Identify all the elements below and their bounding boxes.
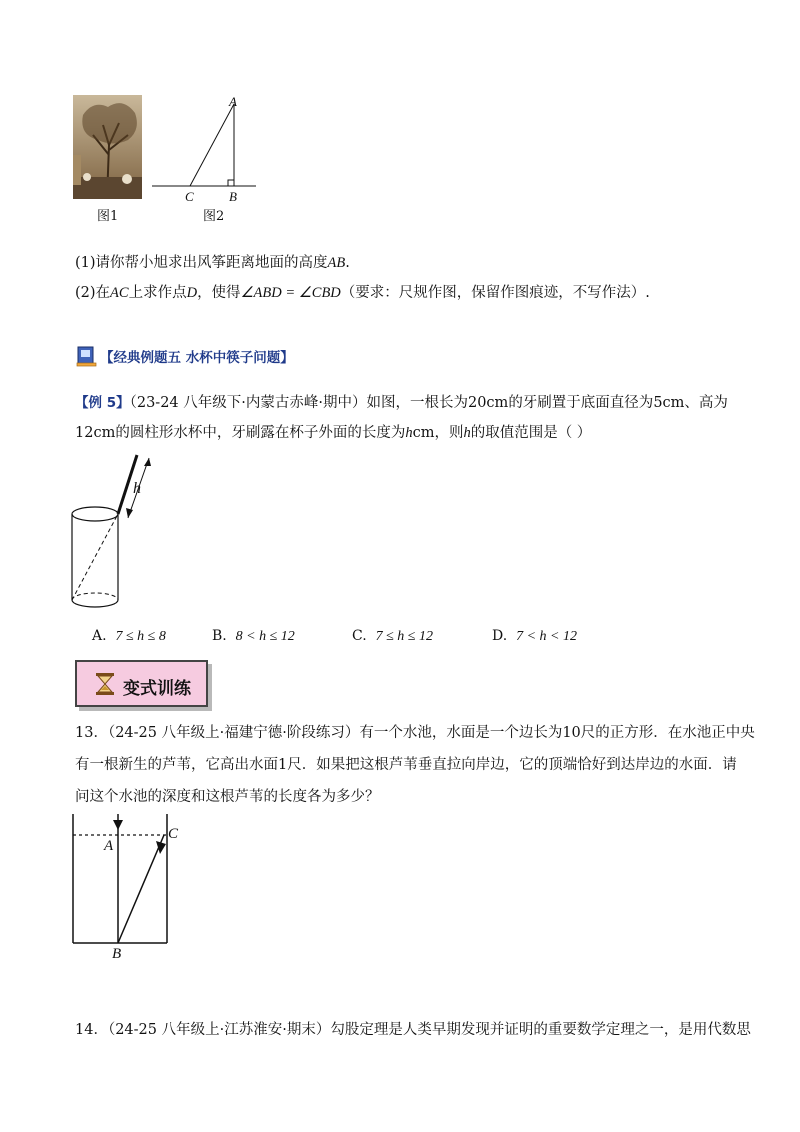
fig2-caption: 图2 (203, 209, 225, 224)
label-A: A (229, 94, 237, 109)
section-header: 【经典例题五 水杯中筷子问题】 (100, 350, 294, 366)
option-c[interactable]: C. 7 ≤ h ≤ 12 (352, 628, 433, 644)
label-h: h (133, 480, 141, 497)
example5-line2: 12cm的圆柱形水杯中，牙刷露在杯子外面的长度为hcm，则h的取值范围是（ ） (75, 425, 592, 441)
triangle-figure (150, 94, 260, 204)
label-B: B (229, 189, 237, 204)
fig1-caption: 图1 (97, 209, 119, 224)
option-d[interactable]: D. 7 < h < 12 (492, 628, 577, 644)
q13-line1: 13．（24-25 八年级上·福建宁德·阶段练习）有一个水池，水面是一个边长为10尺的正方形．在水池正中央 (75, 725, 755, 741)
label-C: C (185, 189, 194, 204)
variant-training-label: 变式训练 (123, 679, 191, 699)
q14-line1: 14．（24-25 八年级上·江苏淮安·期末）勾股定理是人类早期发现并证明的重要数学定理之一，是用代数思 (75, 1022, 751, 1038)
book-icon (75, 344, 99, 368)
question-part-2: (2)在AC上求作点D，使得∠ABD = ∠CBD（要求：尺规作图，保留作图痕迹，不写作法）. (75, 285, 650, 301)
pond-label-A: A (104, 838, 114, 854)
variant-training-banner (75, 660, 208, 707)
pond-label-B: B (112, 946, 122, 962)
example5-line1: 【例 5】（23-24 八年级下·内蒙古赤峰·期中）如图，一根长为20cm的牙刷置于底面直径为5cm、高为 (75, 395, 728, 411)
option-b[interactable]: B. 8 < h ≤ 12 (212, 628, 295, 644)
q13-line3: 问这个水池的深度和这根芦苇的长度各为多少？ (75, 789, 380, 805)
hourglass-icon (95, 672, 115, 696)
q13-line2: 有一根新生的芦苇，它高出水面1尺．如果把这根芦苇垂直拉向岸边，它的顶端恰好到达岸边的水面．请 (75, 757, 737, 773)
pond-reed-figure (70, 812, 180, 947)
option-a[interactable]: A. 7 ≤ h ≤ 8 (92, 628, 166, 644)
pond-label-C: C (168, 826, 179, 842)
kite-photo (73, 95, 142, 199)
cup-toothbrush-figure (70, 450, 170, 615)
example-tag: 【例 5】 (75, 395, 130, 411)
question-part-1: (1)请你帮小旭求出风筝距离地面的高度AB. (75, 255, 350, 271)
